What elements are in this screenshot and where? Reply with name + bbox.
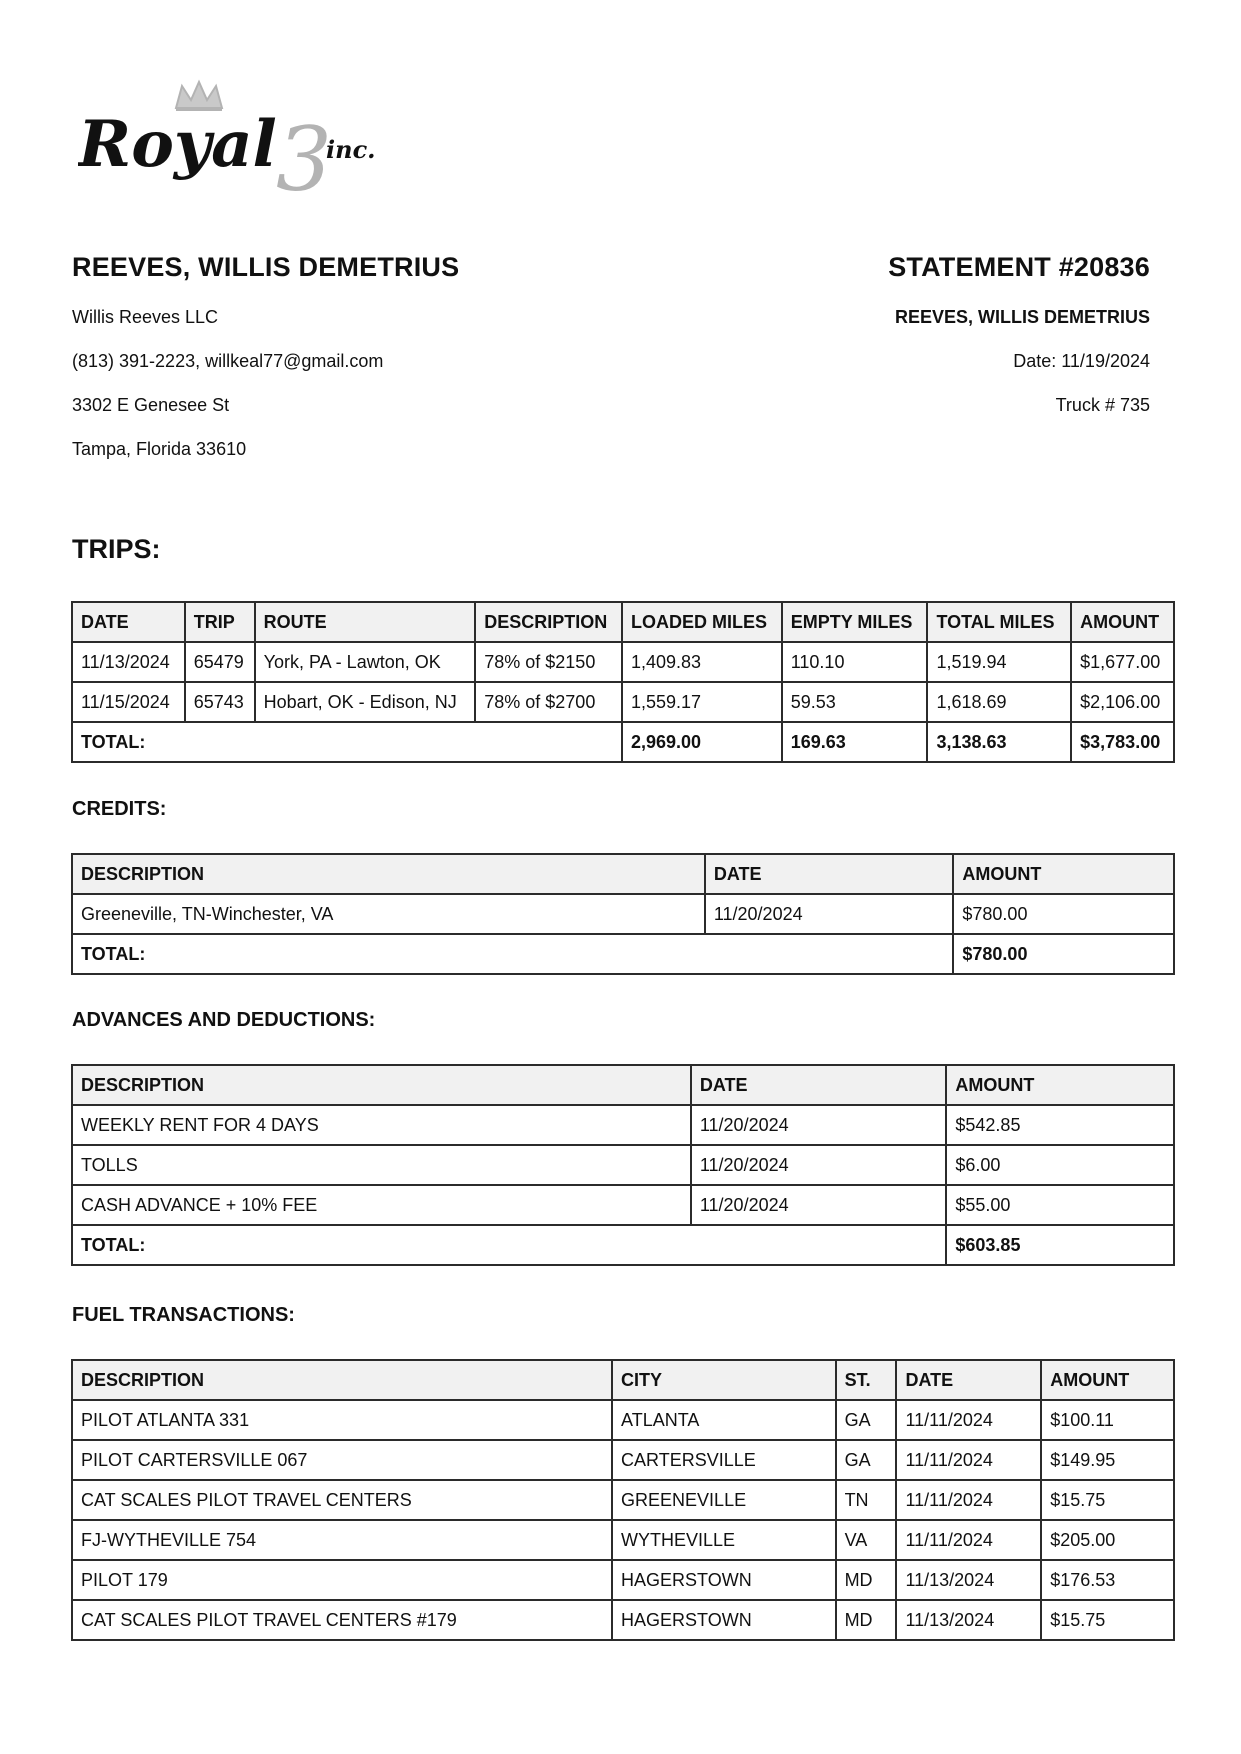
table-cell: PILOT 179 xyxy=(72,1560,612,1600)
table-cell: 65743 xyxy=(185,682,255,722)
advances-title: ADVANCES AND DEDUCTIONS: xyxy=(72,1009,376,1031)
column-header: AMOUNT xyxy=(946,1065,1174,1105)
table-header-row xyxy=(72,602,1174,642)
column-header: AMOUNT xyxy=(1071,602,1174,642)
table-cell: $55.00 xyxy=(946,1185,1174,1225)
driver-info xyxy=(72,250,459,482)
table-cell: $15.75 xyxy=(1041,1480,1174,1520)
table-cell: 11/11/2024 xyxy=(896,1480,1041,1520)
column-header: DESCRIPTION xyxy=(72,1065,691,1105)
column-header: DESCRIPTION xyxy=(72,854,705,894)
contact-info: (813) 391-2223, willkeal77@gmail.com xyxy=(72,351,384,371)
column-header: DATE xyxy=(72,602,185,642)
credits-table xyxy=(71,853,1175,975)
crown-icon xyxy=(176,82,222,110)
table-cell: Hobart, OK - Edison, NJ xyxy=(255,682,476,722)
table-cell: 11/20/2024 xyxy=(691,1145,947,1185)
table-cell: York, PA - Lawton, OK xyxy=(255,642,476,682)
table-row xyxy=(72,1600,1174,1640)
table-header-row xyxy=(72,854,1174,894)
statement-title: STATEMENT #20836 xyxy=(888,252,1150,282)
table-cell: GREENEVILLE xyxy=(612,1480,836,1520)
table-row xyxy=(72,1400,1174,1440)
column-header: ROUTE xyxy=(255,602,476,642)
table-cell: 1,559.17 xyxy=(622,682,782,722)
table-cell: 11/15/2024 xyxy=(72,682,185,722)
total-label: TOTAL: xyxy=(72,934,953,974)
table-cell: 11/13/2024 xyxy=(896,1560,1041,1600)
total-amount: $603.85 xyxy=(946,1225,1174,1265)
trips-title: TRIPS: xyxy=(72,534,161,564)
table-cell: GA xyxy=(836,1400,897,1440)
total-amount: $3,783.00 xyxy=(1071,722,1174,762)
column-header: DESCRIPTION xyxy=(475,602,622,642)
table-cell: $100.11 xyxy=(1041,1400,1174,1440)
fuel-title: FUEL TRANSACTIONS: xyxy=(72,1304,295,1326)
column-header: DATE xyxy=(896,1360,1041,1400)
table-cell: $149.95 xyxy=(1041,1440,1174,1480)
table-cell: 11/11/2024 xyxy=(896,1400,1041,1440)
table-cell: CASH ADVANCE + 10% FEE xyxy=(72,1185,691,1225)
logo-number: 3 xyxy=(276,108,332,198)
column-header: DATE xyxy=(691,1065,947,1105)
table-cell: $1,677.00 xyxy=(1071,642,1174,682)
table-cell: CAT SCALES PILOT TRAVEL CENTERS xyxy=(72,1480,612,1520)
table-cell: $6.00 xyxy=(946,1145,1174,1185)
fuel-table xyxy=(71,1359,1175,1641)
total-row xyxy=(72,1225,1174,1265)
table-cell: $2,106.00 xyxy=(1071,682,1174,722)
column-header: AMOUNT xyxy=(1041,1360,1174,1400)
table-cell: MD xyxy=(836,1560,897,1600)
total-row xyxy=(72,722,1174,762)
table-row xyxy=(72,1520,1174,1560)
table-cell: CAT SCALES PILOT TRAVEL CENTERS #179 xyxy=(72,1600,612,1640)
driver-name: REEVES, WILLIS DEMETRIUS xyxy=(72,252,460,282)
advances-table xyxy=(71,1064,1175,1266)
column-header: TOTAL MILES xyxy=(927,602,1071,642)
column-header: TRIP xyxy=(185,602,255,642)
statement-date: Date: 11/19/2024 xyxy=(1013,351,1150,371)
table-cell: MD xyxy=(836,1600,897,1640)
total-row xyxy=(72,934,1174,974)
table-cell: TOLLS xyxy=(72,1145,691,1185)
column-header: EMPTY MILES xyxy=(782,602,928,642)
table-cell: VA xyxy=(836,1520,897,1560)
table-row xyxy=(72,642,1174,682)
table-cell: 65479 xyxy=(185,642,255,682)
table-cell: 11/13/2024 xyxy=(896,1600,1041,1640)
address-line-2: Tampa, Florida 33610 xyxy=(72,439,247,459)
table-cell: $176.53 xyxy=(1041,1560,1174,1600)
table-cell: 1,519.94 xyxy=(927,642,1071,682)
table-cell: $542.85 xyxy=(946,1105,1174,1145)
table-cell: FJ-WYTHEVILLE 754 xyxy=(72,1520,612,1560)
table-row xyxy=(72,1440,1174,1480)
table-cell: PILOT CARTERSVILLE 067 xyxy=(72,1440,612,1480)
column-header: ST. xyxy=(836,1360,897,1400)
statement-info xyxy=(888,250,1150,438)
address-line-1: 3302 E Genesee St xyxy=(72,395,230,415)
table-row xyxy=(72,1145,1174,1185)
table-header-row xyxy=(72,1360,1174,1400)
table-cell: Greeneville, TN-Winchester, VA xyxy=(72,894,705,934)
total-miles: 3,138.63 xyxy=(927,722,1071,762)
total-empty-miles: 169.63 xyxy=(782,722,928,762)
total-label: TOTAL: xyxy=(72,722,622,762)
table-cell: 1,618.69 xyxy=(927,682,1071,722)
logo-royal-text: Royal xyxy=(78,107,277,182)
column-header: LOADED MILES xyxy=(622,602,782,642)
table-cell: CARTERSVILLE xyxy=(612,1440,836,1480)
table-cell: GA xyxy=(836,1440,897,1480)
company-name: Willis Reeves LLC xyxy=(72,307,219,327)
table-cell: 59.53 xyxy=(782,682,928,722)
table-cell: WEEKLY RENT FOR 4 DAYS xyxy=(72,1105,691,1145)
statement-name: REEVES, WILLIS DEMETRIUS xyxy=(894,307,1150,327)
table-cell: 78% of $2150 xyxy=(475,642,622,682)
table-cell: WYTHEVILLE xyxy=(612,1520,836,1560)
table-cell: ATLANTA xyxy=(612,1400,836,1440)
table-cell: PILOT ATLANTA 331 xyxy=(72,1400,612,1440)
total-label: TOTAL: xyxy=(72,1225,946,1265)
table-row xyxy=(72,1185,1174,1225)
table-cell: 11/20/2024 xyxy=(691,1105,947,1145)
total-loaded-miles: 2,969.00 xyxy=(622,722,782,762)
credits-title: CREDITS: xyxy=(72,798,167,820)
table-cell: 11/13/2024 xyxy=(72,642,185,682)
table-cell: 11/20/2024 xyxy=(705,894,954,934)
table-row xyxy=(72,894,1174,934)
column-header: CITY xyxy=(612,1360,836,1400)
table-cell: 78% of $2700 xyxy=(475,682,622,722)
table-cell: HAGERSTOWN xyxy=(612,1560,836,1600)
table-row xyxy=(72,1105,1174,1145)
royal-3-logo xyxy=(78,78,398,198)
table-header-row xyxy=(72,1065,1174,1105)
table-cell: 1,409.83 xyxy=(622,642,782,682)
table-cell: $780.00 xyxy=(953,894,1174,934)
table-cell: 11/20/2024 xyxy=(691,1185,947,1225)
total-amount: $780.00 xyxy=(953,934,1174,974)
table-row xyxy=(72,1560,1174,1600)
table-row xyxy=(72,1480,1174,1520)
truck-number: Truck # 735 xyxy=(1055,395,1150,415)
table-cell: HAGERSTOWN xyxy=(612,1600,836,1640)
table-cell: 110.10 xyxy=(782,642,928,682)
column-header: AMOUNT xyxy=(953,854,1174,894)
trips-table xyxy=(71,601,1175,763)
table-cell: $15.75 xyxy=(1041,1600,1174,1640)
logo-inc-text: inc. xyxy=(326,135,376,164)
table-cell: 11/11/2024 xyxy=(896,1440,1041,1480)
table-row xyxy=(72,682,1174,722)
column-header: DESCRIPTION xyxy=(72,1360,612,1400)
table-cell: 11/11/2024 xyxy=(896,1520,1041,1560)
table-cell: TN xyxy=(836,1480,897,1520)
table-cell: $205.00 xyxy=(1041,1520,1174,1560)
column-header: DATE xyxy=(705,854,954,894)
